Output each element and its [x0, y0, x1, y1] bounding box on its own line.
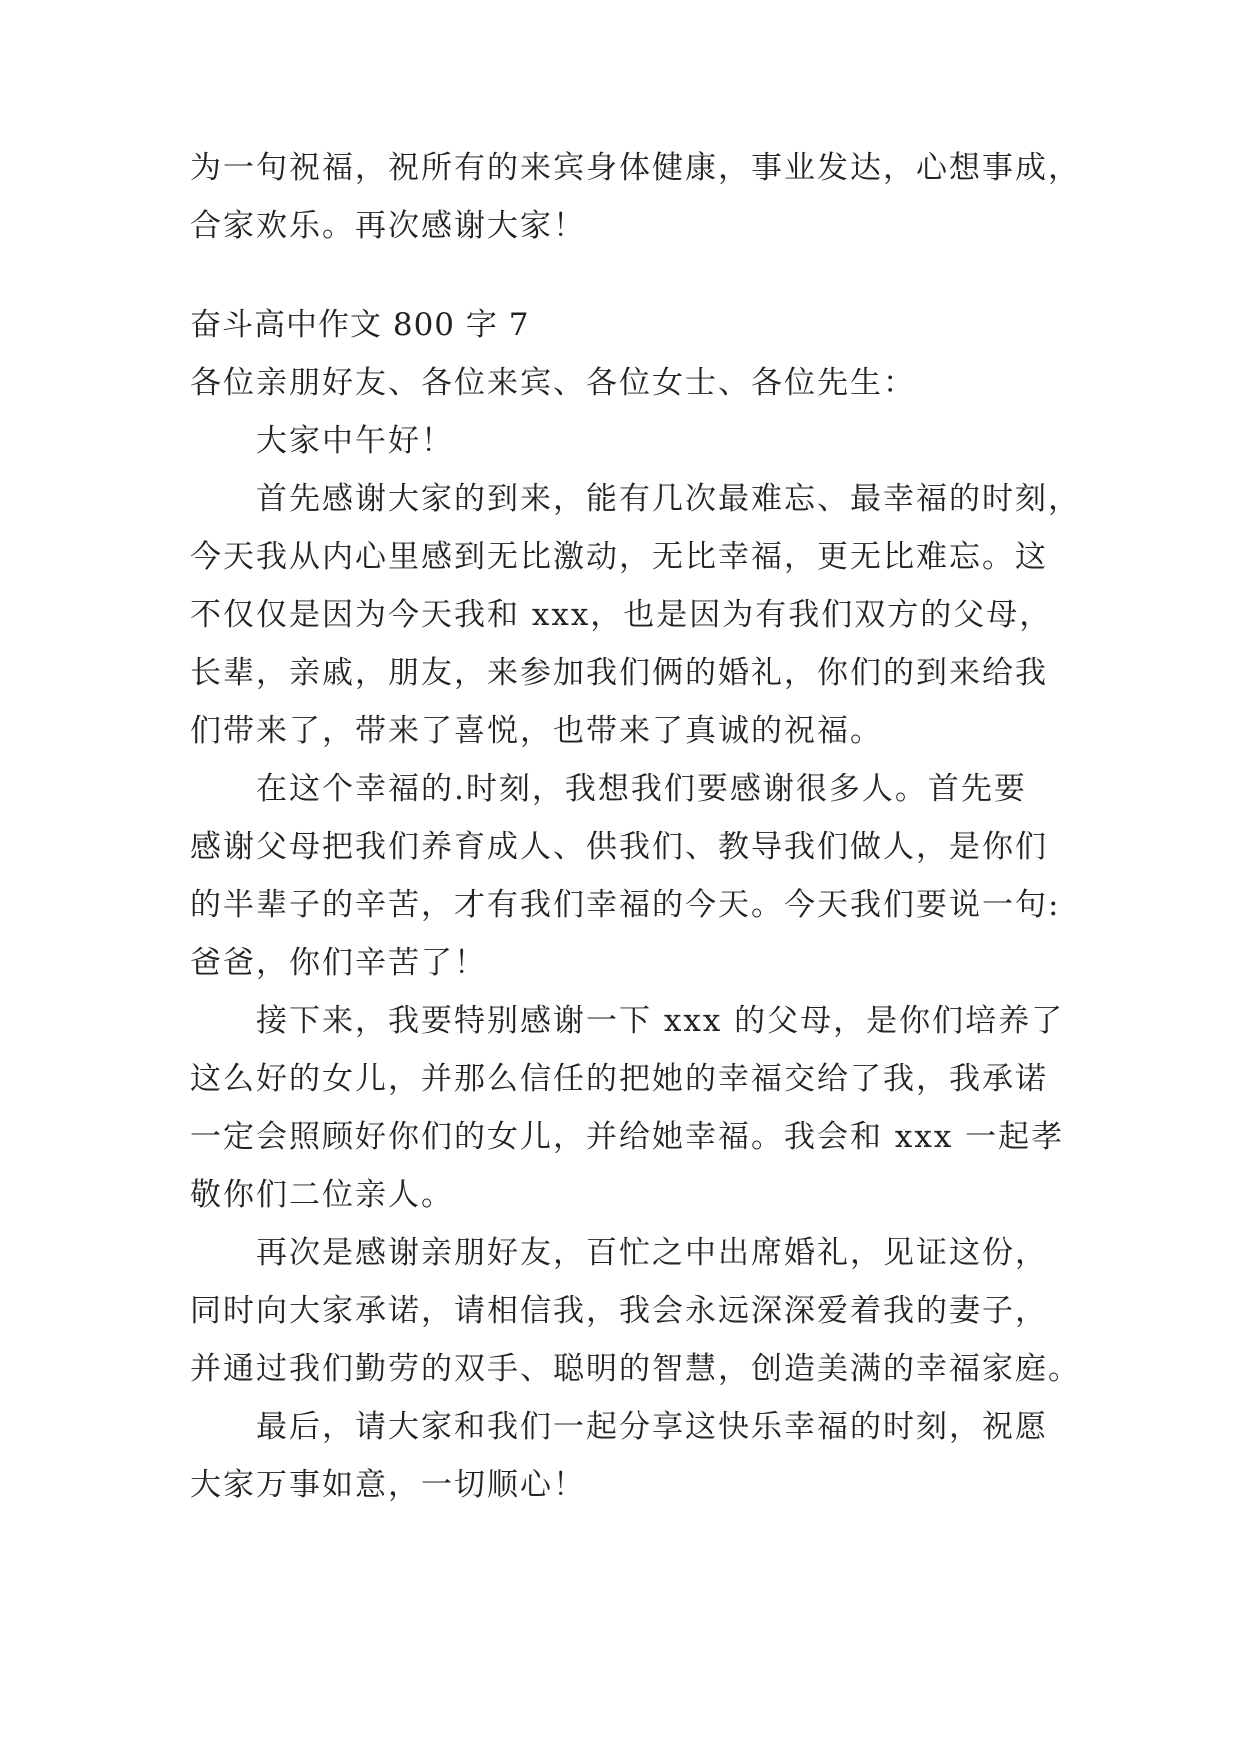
paragraph-closing: [190, 1398, 1060, 1514]
previous-section-tail: [190, 139, 1081, 255]
text-line: 敬你们二位亲人。: [190, 1177, 454, 1213]
text-line: 爸爸，你们辛苦了！: [190, 945, 487, 981]
paragraph-thanks-parents: [190, 760, 1060, 992]
text-line: 一定会照顾好你们的女儿，并给她幸福。我会和 xxx 一起孝: [190, 1119, 1065, 1155]
text-line: 首先感谢大家的到来，能有几次最难忘、最幸福的时刻，: [256, 481, 1081, 517]
text-line: 的半辈子的辛苦，才有我们幸福的今天。今天我们要说一句:: [190, 887, 1061, 923]
text-line: 长辈，亲戚，朋友，来参加我们俩的婚礼，你们的到来给我: [190, 655, 1048, 691]
text-line: 合家欢乐。再次感谢大家！: [190, 208, 586, 244]
text-line: 再次是感谢亲朋好友，百忙之中出席婚礼，见证这份，: [256, 1235, 1048, 1271]
salutation: 各位亲朋好友、各位来宾、各位女士、各位先生：: [190, 365, 916, 401]
text-line: 大家万事如意，一切顺心！: [190, 1467, 586, 1503]
section-title: 奋斗高中作文 800 字 7: [190, 307, 530, 343]
text-line: 接下来，我要特别感谢一下 xxx 的父母，是你们培养了: [256, 1003, 1065, 1039]
text-line: 同时向大家承诺，请相信我，我会永远深深爱着我的妻子，: [190, 1293, 1048, 1329]
text-line: 不仅仅是因为今天我和 xxx，也是因为有我们双方的父母，: [190, 597, 1053, 633]
paragraph-thanks-arrival: [190, 470, 1081, 760]
text-line: 今天我从内心里感到无比激动，无比幸福，更无比难忘。这: [190, 539, 1048, 575]
text-line: 并通过我们勤劳的双手、聪明的智慧，创造美满的幸福家庭。: [190, 1351, 1081, 1387]
text-line: 感谢父母把我们养育成人、供我们、教导我们做人，是你们: [190, 829, 1048, 865]
text-line: 们带来了，带来了喜悦，也带来了真诚的祝福。: [190, 713, 883, 749]
text-line: 在这个幸福的.时刻，我想我们要感谢很多人。首先要: [256, 771, 1027, 807]
text-line: 为一句祝福，祝所有的来宾身体健康，事业发达，心想事成，: [190, 150, 1081, 186]
text-line: 最后，请大家和我们一起分享这快乐幸福的时刻，祝愿: [256, 1409, 1048, 1445]
paragraph-thanks-in-laws: [190, 992, 1065, 1224]
letter-section: [190, 296, 1081, 1514]
paragraph-thanks-friends: [190, 1224, 1081, 1398]
text-line: 这么好的女儿，并那么信任的把她的幸福交给了我，我承诺: [190, 1061, 1048, 1097]
greeting: 大家中午好！: [256, 423, 454, 459]
